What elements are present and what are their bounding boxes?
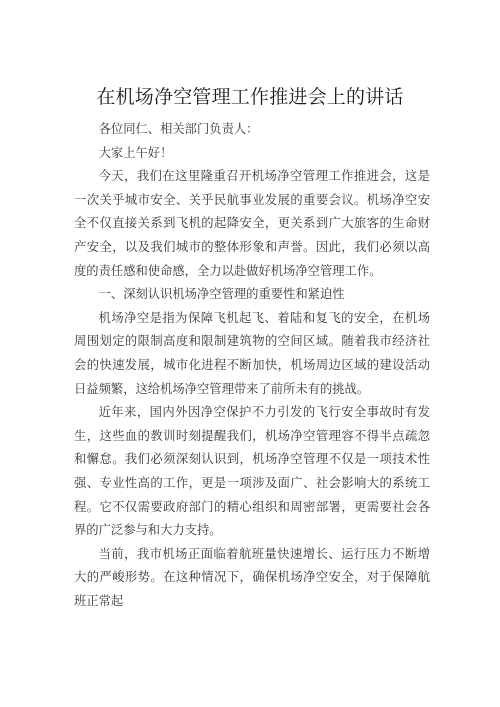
document-body: [74, 118, 430, 613]
greeting-paragraph: 大家上午好！: [98, 145, 173, 160]
salutation-paragraph: 各位同仁、相关部门负责人：: [98, 122, 259, 136]
body-paragraph: 当前，我市机场正面临着航班量快速增长、运行压力不断增大的严峻形势。在这种情况下，确保机场净空安全，对于保障航班正常起: [74, 546, 430, 608]
body-paragraph: 机场净空是指为保障飞机起飞、着陆和复飞的安全，在机场周围划定的限制高度和限制建筑物的空间区域。随着我市经济社会的快速发展，城市化进程不断加快，机场周边区域的建设活动日益频繁，这给机场净空管理带来了前所未有的挑战。: [74, 310, 430, 396]
section-heading-1: 一、深刻认识机场净空管理的重要性和紧迫性: [98, 287, 345, 302]
document-title: 在机场净空管理工作推进会上的讲话: [96, 86, 404, 108]
body-paragraph: 近年来，国内外因净空保护不力引发的飞行安全事故时有发生，这些血的教训时刻提醒我们，机场净空管理容不得半点疏忽和懈怠。我们必须深刻认识到，机场净空管理不仅是一项技术性强、专业性高的工作，更是一项涉及面广、社会影响大的系统工程。它不仅需要政府部门的精心组织和周密部署，更需要社会各界的广泛参与和大力支持。: [74, 405, 430, 538]
intro-paragraph: 今天，我们在这里隆重召开机场净空管理工作推进会，这是一次关乎城市安全、关乎民航事业发展的重要会议。机场净空安全不仅直接关系到飞机的起降安全，更关系到广大旅客的生命财产安全，以及我们城市的整体形象和声誉。因此，我们必须以高度的责任感和使命感，全力以赴做好机场净空管理工作。: [74, 169, 430, 278]
